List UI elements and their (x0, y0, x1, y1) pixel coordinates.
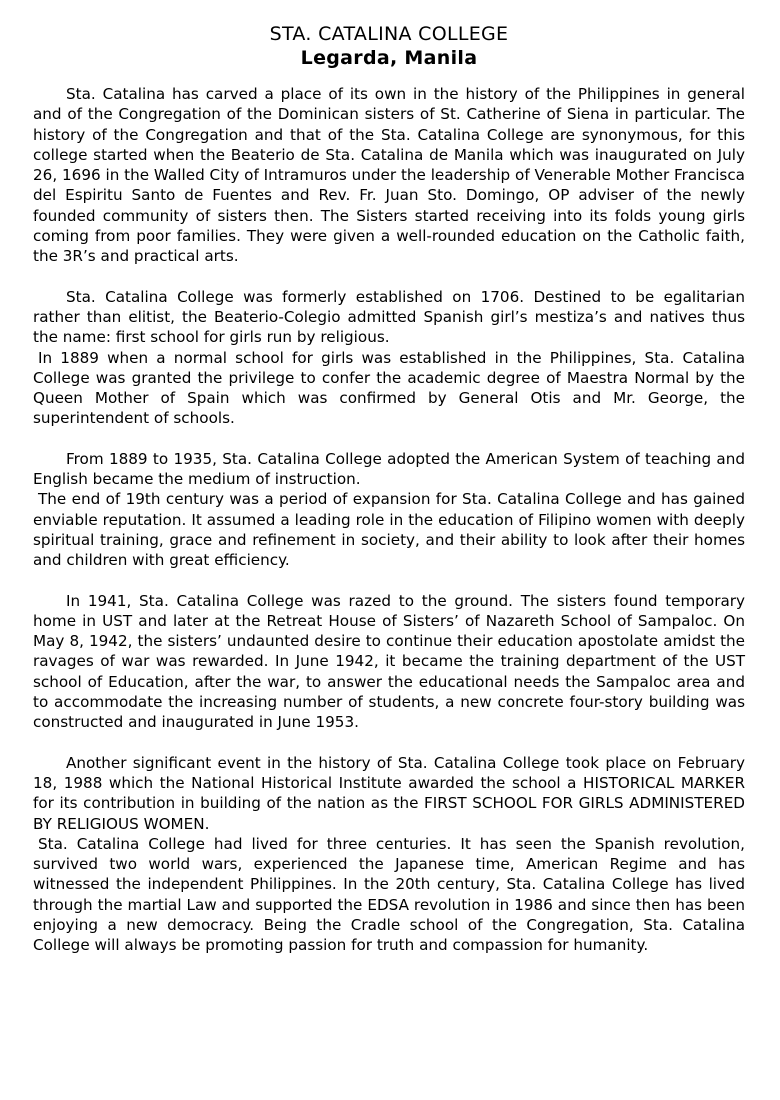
page-title: STA. CATALINA COLLEGE (269, 23, 509, 45)
paragraph-gap (33, 429, 745, 449)
paragraph-normal-school: In 1889 when a normal school for girls was established in the Philippines, Sta. Catalina College was granted the privilege to confer the academic degree of Maestra Normal by the Queen Mother of Spain which was confirmed by General Otis and Mr. George, the superintendent of schools. (33, 348, 745, 428)
paragraph-expansion: The end of 19th century was a period of expansion for Sta. Catalina College and has gained enviable reputation. It assumed a leading role in the education of Filipino women with deeply spiritual training, grace and refinement in society, and their ability to look after their homes and children with great efficiency. (33, 490, 745, 570)
paragraph-american-system: From 1889 to 1935, Sta. Catalina College adopted the American System of teaching and English became the medium of instruction. (33, 449, 745, 489)
document-body (33, 84, 745, 956)
paragraph-origins: Sta. Catalina has carved a place of its own in the history of the Philippines in general and of the Congregation of the Dominican sisters of St. Catherine of Siena in particular. The history of the Congregation and that of the Sta. Catalina College are synonymous, for this college started when the Beaterio de Sta. Catalina de Manila which was inaugurated on July 26, 1696 in the Walled City of Intramuros under the leadership of Venerable Mother Francisca del Espiritu Santo de Fuentes and Rev. Fr. Juan Sto. Domingo, OP adviser of the newly founded community of sisters then. The Sisters started receiving into its folds young girls coming from poor families. They were given a well-rounded education on the Catholic faith, the 3R’s and practical arts. (33, 85, 745, 266)
paragraph-gap (33, 733, 745, 753)
paragraph-establishment: Sta. Catalina College was formerly established on 1706. Destined to be egalitarian rather than elitist, the Beaterio-Colegio admitted Spanish girl’s mestiza’s and natives thus the name: first school for girls run by religious. (33, 287, 745, 347)
paragraph-war-years: In 1941, Sta. Catalina College was razed to the ground. The sisters found temporary home in UST and later at the Retreat House of Sisters’ of Nazareth School of Sampaloc. On May 8, 1942, the sisters’ undaunted desire to continue their education apostolate amidst the ravages of war was rewarded. In June 1942, it became the training department of the UST school of Education, after the war, to answer the educational needs the Sampaloc area and to accommodate the increasing number of students, a new concrete four-story building was constructed and inaugurated in June 1953. (33, 591, 745, 732)
page-subtitle: Legarda, Manila (300, 47, 478, 69)
paragraph-three-centuries: Sta. Catalina College had lived for three centuries. It has seen the Spanish revolution, survived two world wars, experienced the Japanese time, American Regime and has witnessed the independent Philippines. In the 20th century, Sta. Catalina College has lived through the martial Law and supported the EDSA revolution in 1986 and since then has been enjoying a new democracy. Being the Cradle school of the Congregation, Sta. Catalina College will always be promoting passion for truth and compassion for humanity. (33, 834, 745, 955)
paragraph-historical-marker: Another significant event in the history of Sta. Catalina College took place on February 18, 1988 which the National Historical Institute awarded the school a HISTORICAL MARKER for its contribution in building of the nation as the FIRST SCHOOL FOR GIRLS ADMINISTERED BY RELIGIOUS WOMEN. (33, 753, 745, 833)
paragraph-gap (33, 267, 745, 287)
paragraph-gap (33, 571, 745, 591)
